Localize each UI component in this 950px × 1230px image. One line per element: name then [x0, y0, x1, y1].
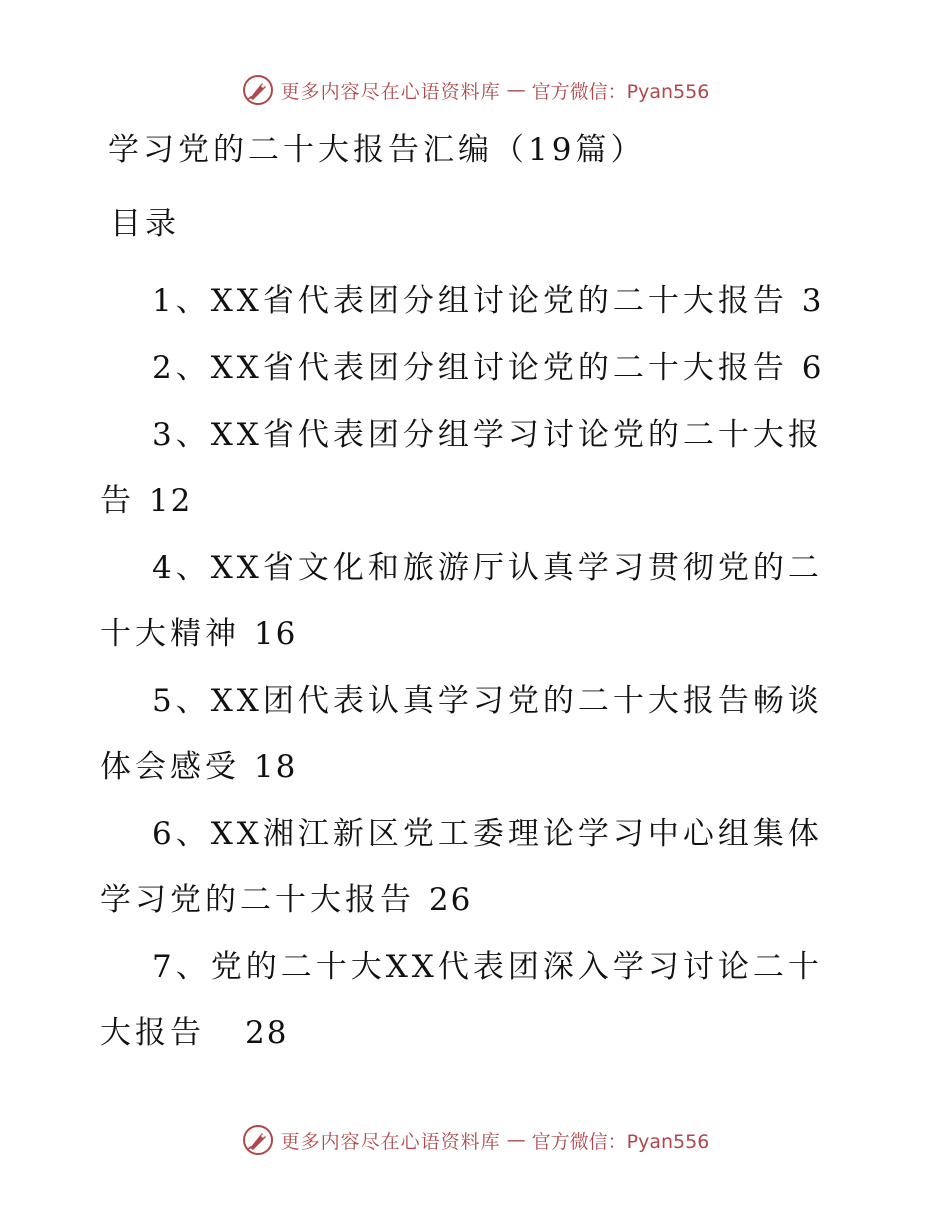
pen-nib-logo-icon: [241, 73, 275, 107]
toc-entry-text: 5、XX团代表认真学习党的二十大报告畅谈体会感受: [100, 683, 823, 785]
watermark-header: [0, 70, 950, 110]
toc-entry-text: 7、党的二十大XX代表团深入学习讨论二十大报告: [100, 949, 823, 1051]
watermark-wechat-text: 官方微信：Pyan556: [531, 1130, 710, 1153]
watermark-footer: [0, 1120, 950, 1160]
toc-entry-1[interactable]: [100, 268, 830, 334]
toc-entry-text: 1、XX省代表团分组讨论党的二十大报告: [152, 283, 788, 319]
toc-entry-6[interactable]: [100, 801, 830, 933]
toc-entry-page: 12: [148, 483, 193, 519]
toc-entry-3[interactable]: [100, 402, 830, 534]
toc-entry-page: 18: [253, 749, 298, 785]
toc-entry-7[interactable]: [100, 934, 830, 1066]
toc-entry-text: 4、XX省文化和旅游厅认真学习贯彻党的二十大精神: [100, 550, 823, 652]
toc-heading: 目录: [110, 206, 180, 242]
table-of-contents: [100, 268, 830, 1067]
toc-entry-text: 3、XX省代表团分组学习讨论党的二十大报告: [100, 417, 823, 519]
watermark-dash: —: [506, 79, 526, 101]
watermark-main-text: 更多内容尽在心语资料库: [280, 80, 501, 103]
toc-entry-5[interactable]: [100, 668, 830, 800]
toc-entry-page: 16: [253, 616, 298, 652]
toc-entry-page: 28: [245, 1015, 289, 1051]
toc-entry-page: 26: [428, 882, 473, 918]
toc-entry-2[interactable]: [100, 335, 830, 401]
watermark-main-text: 更多内容尽在心语资料库: [280, 1130, 501, 1153]
toc-entry-page: 3: [801, 283, 824, 319]
watermark-wechat-text: 官方微信：Pyan556: [531, 80, 710, 103]
toc-entry-4[interactable]: [100, 535, 830, 667]
toc-entry-text: 6、XX湘江新区党工委理论学习中心组集体学习党的二十大报告: [100, 816, 823, 918]
document-title: 学习党的二十大报告汇编（19篇）: [108, 132, 646, 168]
pen-nib-logo-icon: [241, 1123, 275, 1157]
toc-entry-text: 2、XX省代表团分组讨论党的二十大报告: [152, 350, 788, 386]
watermark-dash: —: [506, 1129, 526, 1151]
toc-entry-page: 6: [801, 350, 824, 386]
